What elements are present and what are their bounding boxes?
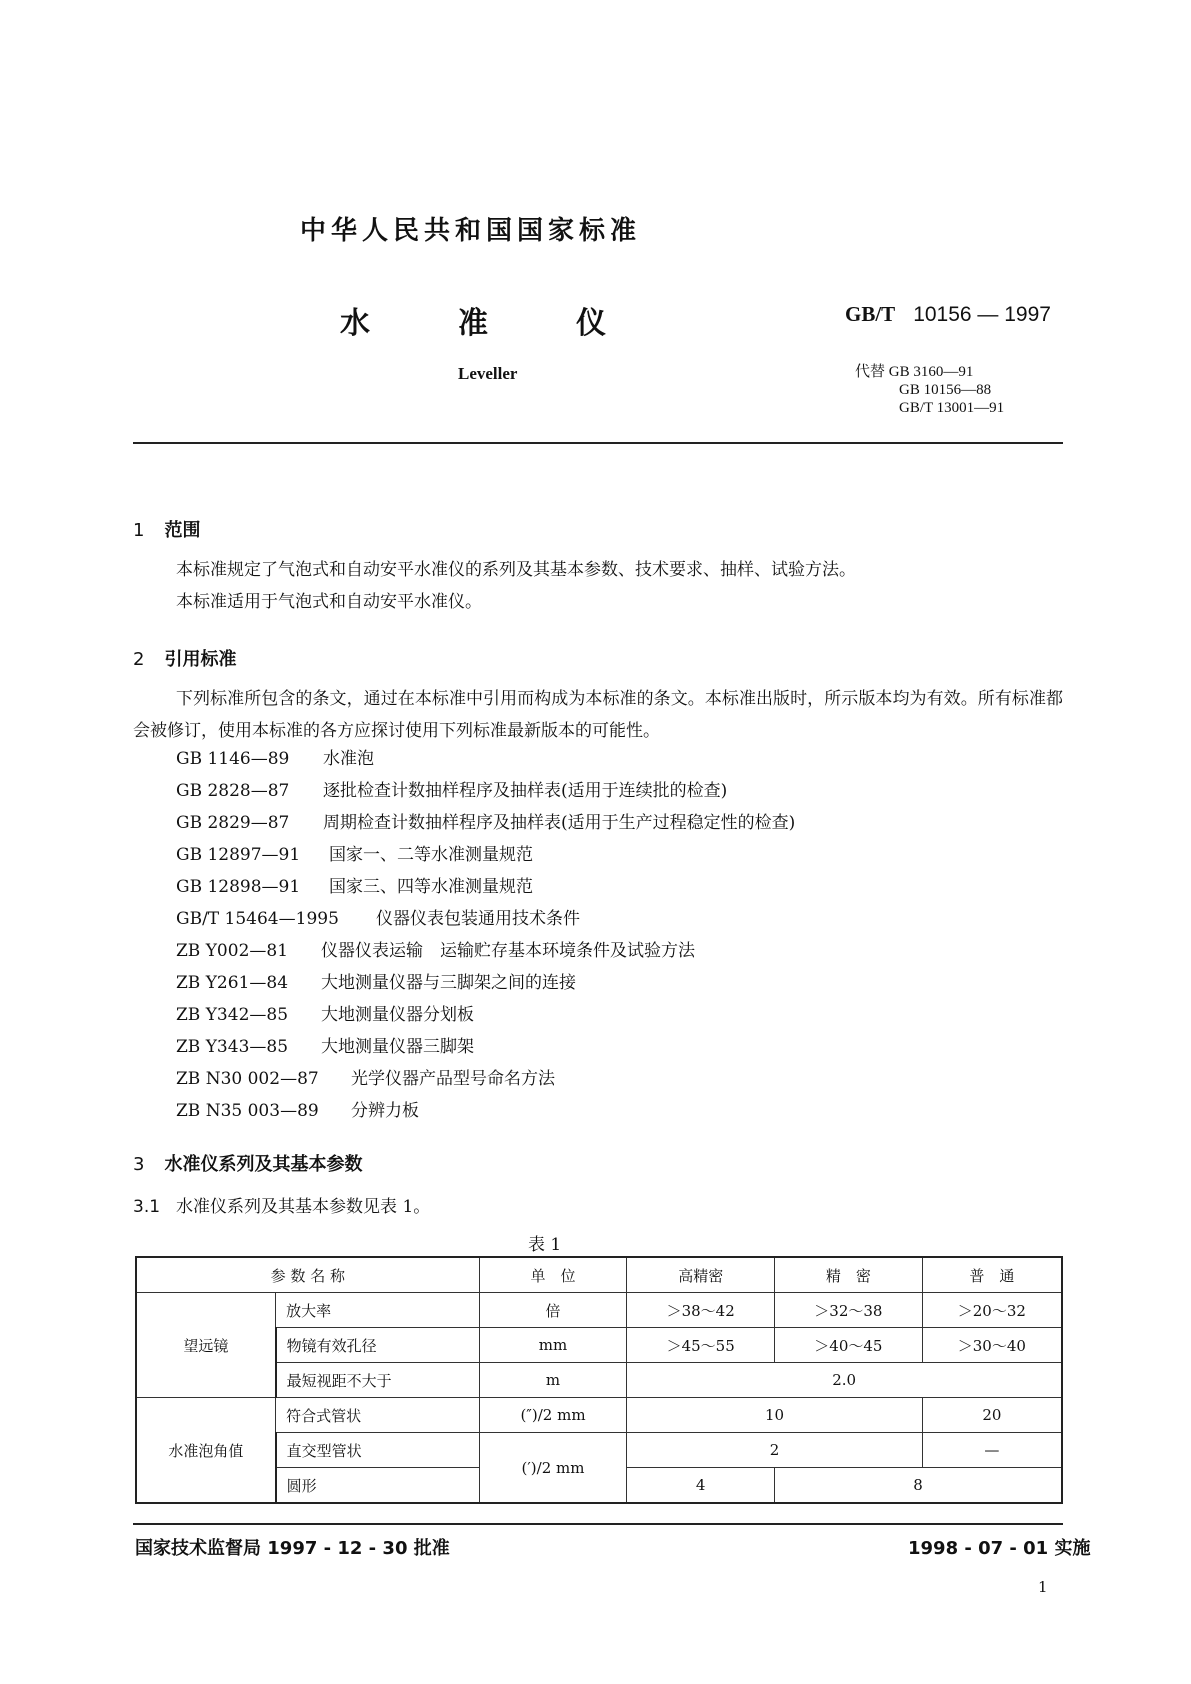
section-number: 3	[133, 1154, 145, 1175]
standard-code: ZB N35 003—89	[176, 1101, 319, 1121]
param-unit: mm	[479, 1328, 627, 1363]
cell-precise: ＞32～38	[775, 1293, 923, 1328]
section-2-intro	[133, 683, 1063, 747]
table-row	[136, 1293, 1062, 1328]
list-item	[176, 999, 795, 1031]
standard-name: 国家三、四等水准测量规范	[329, 877, 533, 897]
section-number: 1	[133, 520, 145, 541]
standard-code: GB 12897—91	[176, 845, 301, 865]
standard-prefix: GB/T	[845, 302, 896, 326]
standard-code: ZB Y342—85	[176, 1005, 289, 1025]
header-precision: 精 密	[775, 1257, 923, 1293]
section-title: 引用标准	[164, 649, 237, 670]
cell-high: ＞38～42	[627, 1293, 775, 1328]
table-header-row	[136, 1257, 1062, 1293]
param-unit: 倍	[479, 1293, 627, 1328]
section-title: 水准仪系列及其基本参数	[164, 1154, 363, 1175]
param-unit: (′)/2 mm	[479, 1433, 627, 1504]
param-name: 圆形	[276, 1468, 479, 1504]
list-item	[176, 1063, 795, 1095]
table-row	[136, 1433, 1062, 1468]
standard-name: 仪器仪表包装通用技术条件	[376, 909, 580, 929]
list-item	[176, 775, 795, 807]
section-2-heading	[133, 645, 236, 671]
standard-name: 水准泡	[323, 749, 374, 769]
section-1-body	[133, 554, 1063, 618]
cell-normal: 20	[922, 1398, 1062, 1433]
standard-code: 10156 — 1997	[913, 303, 1051, 326]
header-normal: 普 通	[922, 1257, 1062, 1293]
standard-code: ZB Y343—85	[176, 1037, 289, 1057]
title-char: 水	[340, 306, 370, 341]
param-name: 放大率	[276, 1293, 479, 1328]
header-divider	[133, 442, 1063, 444]
table-caption: 表 1	[528, 1235, 562, 1255]
paragraph: 本标准适用于气泡式和自动安平水准仪。	[176, 592, 482, 612]
standard-code: GB 12898—91	[176, 877, 301, 897]
standard-title-en: Leveller	[458, 364, 518, 383]
table-row	[136, 1398, 1062, 1433]
clause-text: 水准仪系列及其基本参数见表 1。	[176, 1197, 431, 1217]
param-unit: m	[479, 1363, 627, 1398]
title-char: 仪	[576, 306, 606, 341]
standard-name: 大地测量仪器与三脚架之间的连接	[321, 973, 576, 993]
cell-high-precise: 10	[627, 1398, 922, 1433]
param-name: 物镜有效孔径	[276, 1328, 479, 1363]
header-unit: 单 位	[479, 1257, 627, 1293]
title-char: 准	[458, 306, 488, 341]
standard-code: ZB Y002—81	[176, 941, 289, 961]
list-item	[176, 1031, 795, 1063]
list-item	[176, 967, 795, 999]
list-item	[176, 935, 795, 967]
standard-name: 分辨力板	[351, 1101, 419, 1121]
normative-references-list	[176, 743, 795, 1127]
page-number: 1	[1038, 1578, 1048, 1596]
cell-high-precise: 2	[627, 1433, 922, 1468]
header-high-precision: 高精密	[627, 1257, 775, 1293]
param-name: 直交型管状	[276, 1433, 479, 1468]
paragraph: 下列标准所包含的条文，通过在本标准中引用而构成为本标准的条文。本标准出版时，所示版本均为有效。所有标准都会被修订，使用本标准的各方应探讨使用下列标准最新版本的可能性。	[133, 689, 1063, 741]
footer-divider	[133, 1523, 1063, 1525]
param-unit: (″)/2 mm	[479, 1398, 627, 1433]
cell-high: ＞45～55	[627, 1328, 775, 1363]
section-3-heading	[133, 1150, 362, 1176]
standard-name: 仪器仪表运输 运输贮存基本环境条件及试验方法	[321, 941, 695, 961]
cell-high: 4	[627, 1468, 775, 1504]
parameters-table	[135, 1256, 1063, 1504]
cell-precise-normal: 8	[775, 1468, 1062, 1504]
clause-3-1	[133, 1192, 430, 1217]
standard-code: GB 1146—89	[176, 749, 290, 769]
standard-name: 国家一、二等水准测量规范	[329, 845, 533, 865]
standard-code: GB 2828—87	[176, 781, 290, 801]
table-row	[136, 1328, 1062, 1363]
section-title: 范围	[164, 520, 201, 541]
list-item	[176, 743, 795, 775]
standard-number	[845, 302, 1051, 327]
standard-name: 周期检查计数抽样程序及抽样表(适用于生产过程稳定性的检查)	[323, 813, 796, 833]
paragraph: 本标准规定了气泡式和自动安平水准仪的系列及其基本参数、技术要求、抽样、试验方法。	[176, 560, 856, 580]
list-item	[176, 903, 795, 935]
standard-name: 大地测量仪器分划板	[321, 1005, 474, 1025]
list-item	[176, 807, 795, 839]
group-bubble: 水准泡角值	[136, 1398, 276, 1504]
table-row	[136, 1363, 1062, 1398]
clause-number: 3.1	[133, 1197, 161, 1217]
standard-code: ZB N30 002—87	[176, 1069, 319, 1089]
approval-date: 国家技术监督局 1997 - 12 - 30 批准	[135, 1538, 450, 1559]
standard-title-cn	[340, 298, 606, 342]
list-item	[176, 839, 795, 871]
list-item	[176, 1095, 795, 1127]
param-name: 符合式管状	[276, 1398, 479, 1433]
cell-normal: ＞30～40	[922, 1328, 1062, 1363]
standard-name: 大地测量仪器三脚架	[321, 1037, 474, 1057]
standard-name: 逐批检查计数抽样程序及抽样表(适用于连续批的检查)	[323, 781, 728, 801]
standard-code: ZB Y261—84	[176, 973, 289, 993]
cell-normal: —	[922, 1433, 1062, 1468]
cell-normal: ＞20～32	[922, 1293, 1062, 1328]
replaces-line: 代替 GB 3160—91	[855, 364, 974, 380]
cell-all-grades: 2.0	[627, 1363, 1062, 1398]
list-item	[176, 871, 795, 903]
replaces-line: GB/T 13001—91	[899, 400, 1005, 416]
national-standard-heading: 中华人民共和国国家标准	[300, 216, 642, 246]
section-number: 2	[133, 649, 145, 670]
header-param: 参 数 名 称	[136, 1257, 479, 1293]
group-telescope: 望远镜	[136, 1293, 276, 1398]
cell-precise: ＞40～45	[775, 1328, 923, 1363]
implementation-date: 1998 - 07 - 01 实施	[908, 1538, 1091, 1559]
param-name: 最短视距不大于	[276, 1363, 479, 1398]
standard-code: GB/T 15464—1995	[176, 909, 339, 929]
standard-code: GB 2829—87	[176, 813, 290, 833]
replaces-line: GB 10156—88	[899, 382, 992, 398]
standard-name: 光学仪器产品型号命名方法	[351, 1069, 555, 1089]
replaces-block	[855, 363, 1004, 417]
section-1-heading	[133, 516, 200, 542]
